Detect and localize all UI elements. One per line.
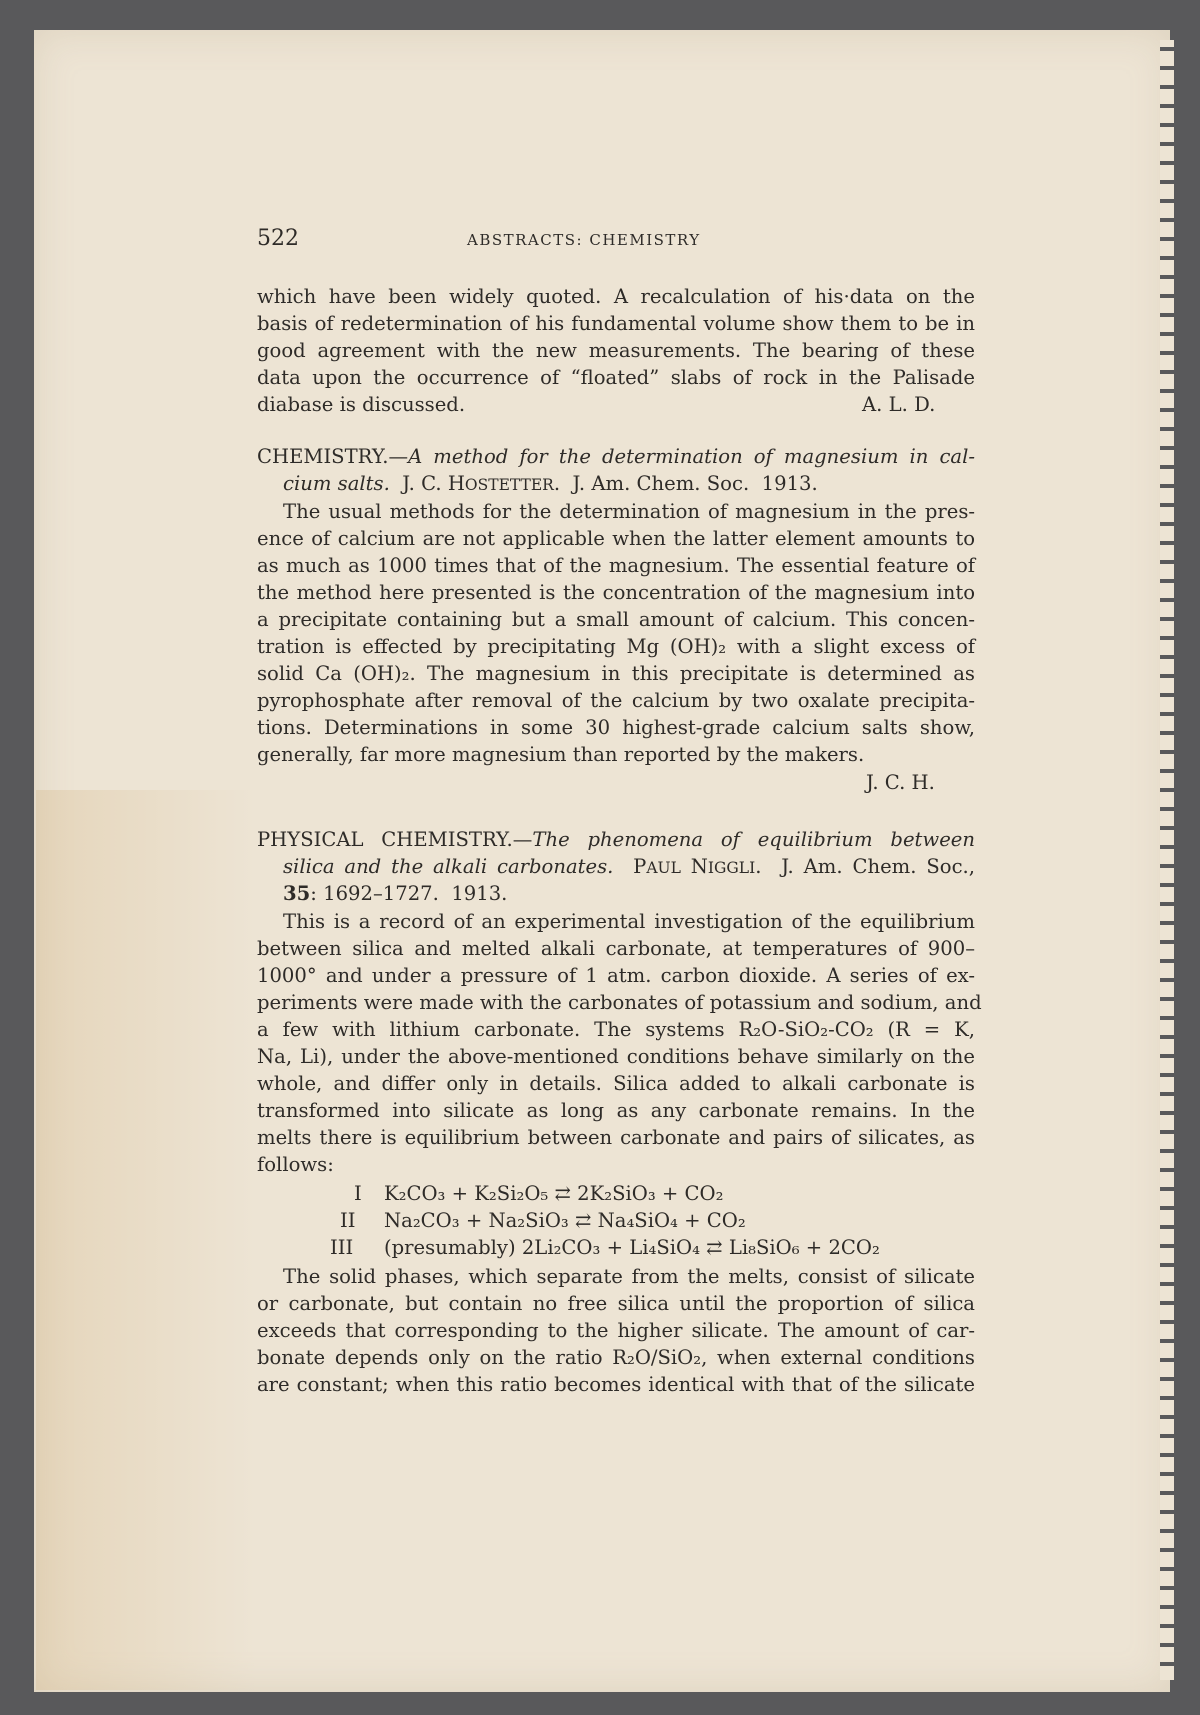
text-line: good agreement with the new measurements. The bearing of these bbox=[257, 339, 975, 362]
text-line: The solid phases, which separate from the melts, consist of silicate bbox=[283, 1265, 975, 1288]
text-line: or carbonate, but contain no free silica until the proportion of silica bbox=[257, 1292, 975, 1315]
text-line: ence of calcium are not applicable when the latter element amounts to bbox=[257, 527, 975, 550]
text-line: diabase is discussed. bbox=[257, 393, 466, 416]
text-line: Na, Li), under the above-mentioned conditions behave similarly on the bbox=[257, 1045, 975, 1068]
abstract-heading: CHEMISTRY.—A method for the determination of magnesium in cal- bbox=[257, 445, 975, 468]
text-line: are constant; when this ratio becomes identical with that of the silicate bbox=[257, 1373, 975, 1396]
abstract-heading: 35: 1692–1727. 1913. bbox=[283, 882, 508, 905]
text-line: generally, far more magnesium than reported by the makers. bbox=[257, 743, 865, 766]
equation: (presumably) 2Li₂CO₃ + Li₄SiO₄ ⇄ Li₈SiO₆ + 2CO₂ bbox=[384, 1236, 880, 1259]
text-line: melts there is equilibrium between carbonate and pairs of silicates, as bbox=[257, 1126, 975, 1149]
intro-signature: A. L. D. bbox=[862, 393, 936, 416]
equation-numeral: II bbox=[340, 1209, 356, 1232]
abstract-heading: silica and the alkali carbonates. PAUL NIGGLI. J. Am. Chem. Soc., bbox=[283, 855, 976, 878]
text-line: whole, and differ only in details. Silica added to alkali carbonate is bbox=[257, 1072, 975, 1095]
text-line: solid Ca (OH)₂. The magnesium in this precipitate is determined as bbox=[257, 662, 975, 685]
equation-numeral: I bbox=[354, 1182, 362, 1205]
text-line: which have been widely quoted. A recalculation of his·data on the bbox=[257, 285, 975, 308]
equation: Na₂CO₃ + Na₂SiO₃ ⇄ Na₄SiO₄ + CO₂ bbox=[384, 1209, 746, 1232]
text-line: basis of redetermination of his fundamental volume show them to be in bbox=[257, 312, 975, 335]
text-line: This is a record of an experimental investigation of the equilibrium bbox=[283, 910, 975, 933]
running-head bbox=[257, 226, 975, 260]
text-line: bonate depends only on the ratio R₂O/SiO₂, when external conditions bbox=[257, 1346, 975, 1369]
text-line: periments were made with the carbonates of potassium and sodium, and bbox=[257, 991, 982, 1014]
text-line: tration is effected by precipitating Mg (OH)₂ with a slight excess of bbox=[257, 635, 975, 658]
page-number: 522 bbox=[257, 226, 299, 251]
abstract-heading: cium salts. J. C. HOSTETTER. J. Am. Chem. Soc. 1913. bbox=[283, 472, 818, 495]
text-line: tions. Determinations in some 30 highest-grade calcium salts show, bbox=[257, 716, 975, 739]
abstract-signature: J. C. H. bbox=[866, 771, 935, 794]
text-line: between silica and melted alkali carbonate, at temperatures of 900– bbox=[257, 937, 975, 960]
text-line: as much as 1000 times that of the magnesium. The essential feature of bbox=[257, 554, 975, 577]
text-line: 1000° and under a pressure of 1 atm. carbon dioxide. A series of ex- bbox=[257, 964, 975, 987]
text-line: exceeds that corresponding to the higher silicate. The amount of car- bbox=[257, 1319, 975, 1342]
text-line: pyrophosphate after removal of the calcium by two oxalate precipita- bbox=[257, 689, 975, 712]
torn-page-edge bbox=[1160, 40, 1174, 1680]
equation: K₂CO₃ + K₂Si₂O₅ ⇄ 2K₂SiO₃ + CO₂ bbox=[384, 1182, 724, 1205]
text-line: The usual methods for the determination of magnesium in the pres- bbox=[283, 500, 975, 523]
text-line: the method here presented is the concentration of the magnesium into bbox=[257, 581, 975, 604]
text-line: transformed into silicate as long as any carbonate remains. In the bbox=[257, 1099, 975, 1122]
text-line: a precipitate containing but a small amount of calcium. This concen- bbox=[257, 608, 975, 631]
abstract-heading: PHYSICAL CHEMISTRY.—The phenomena of equilibrium between bbox=[257, 828, 976, 851]
text-line: follows: bbox=[257, 1153, 334, 1176]
page-discoloration bbox=[36, 790, 256, 1690]
text-line: data upon the occurrence of “floated” slabs of rock in the Palisade bbox=[257, 366, 975, 389]
equation-numeral: III bbox=[330, 1236, 354, 1259]
text-line: a few with lithium carbonate. The systems R₂O-SiO₂-CO₂ (R = K, bbox=[257, 1018, 975, 1041]
running-title: ABSTRACTS: CHEMISTRY bbox=[467, 231, 701, 249]
